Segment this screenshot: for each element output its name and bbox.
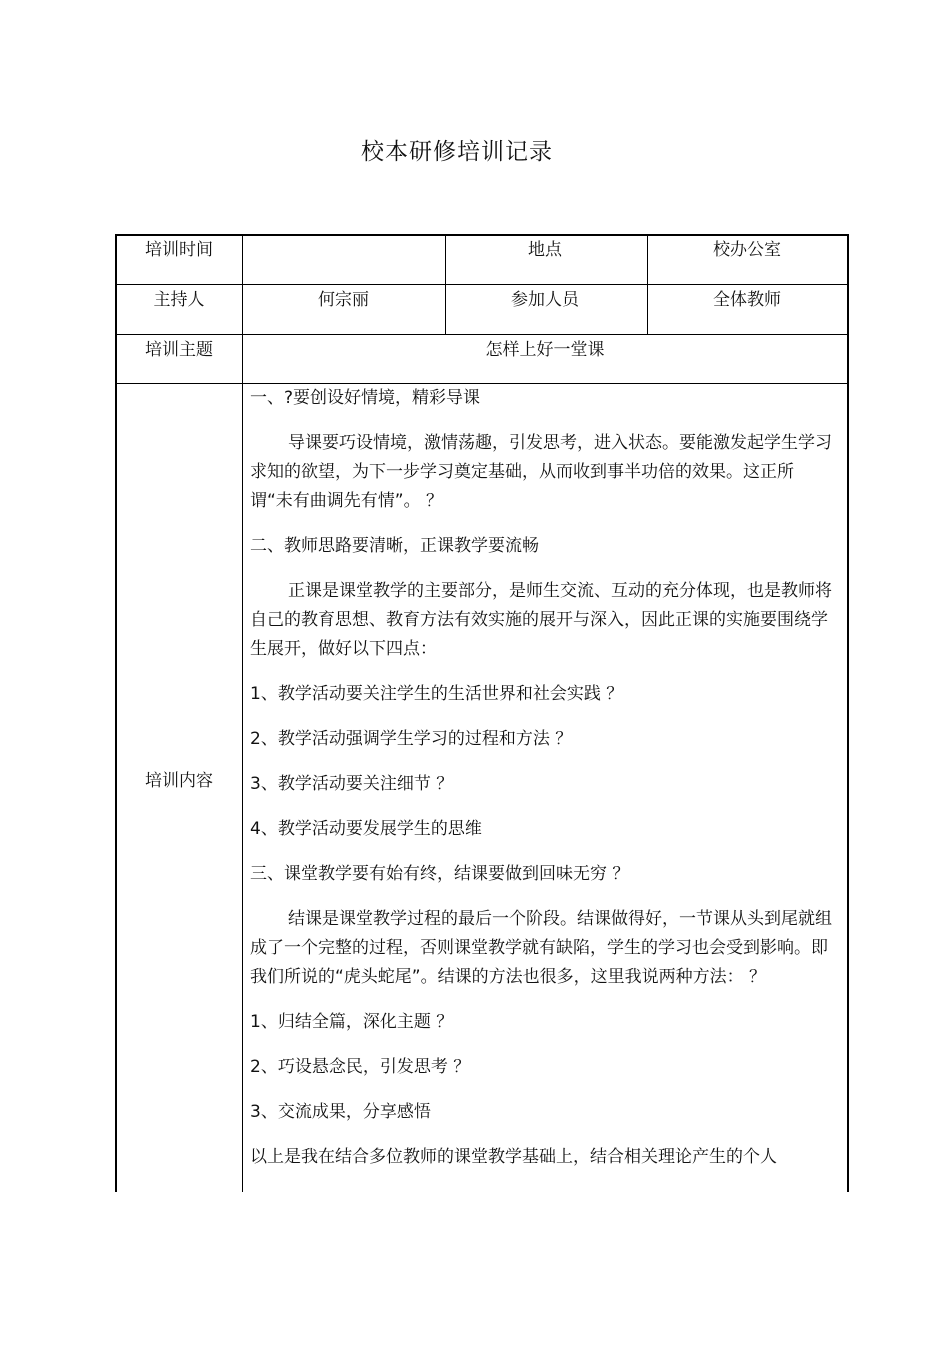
topic-value: 怎样上好一堂课 (485, 340, 605, 360)
host-label: 主持人 (153, 290, 205, 310)
content-label: 培训内容 (145, 771, 213, 791)
row-divider-2 (117, 334, 847, 335)
section-1-heading: 一、?要创设好情境，精彩导课 (250, 388, 481, 408)
section-2-heading: 二、教师思路要清晰，正课教学要流畅 (250, 536, 539, 556)
list-item: 1、教学活动要关注学生的生活世界和社会实践 ？ (250, 684, 624, 704)
list-item: 3、交流成果，分享感悟 (250, 1102, 431, 1122)
training-content (250, 384, 835, 1172)
participants-value: 全体教师 (713, 290, 781, 310)
closing-paragraph: 以上是我在结合多位教师的课堂教学基础上，结合相关理论产生的个人 (250, 1147, 777, 1167)
participants-label: 参加人员 (511, 290, 579, 310)
label-column-divider (242, 236, 243, 1192)
row-divider-1 (117, 284, 847, 285)
list-item: 2、教学活动强调学生学习的过程和方法 ？ (250, 729, 573, 749)
topic-label: 培训主题 (145, 340, 213, 360)
list-item: 3、教学活动要关注细节 ？ (250, 774, 454, 794)
time-label: 培训时间 (145, 240, 213, 260)
section-3-paragraph: 结课是课堂教学过程的最后一个阶段。结课做得好，一节课从头到尾就组成了一个完整的过程，否则课堂教学就有缺陷，学生的学习也会受到影响。即我们所说的“虎头蛇尾”。结课的方法也很多，这里我说两种方法： ？ (250, 909, 832, 987)
list-item: 4、教学活动要发展学生的思维 (250, 819, 482, 839)
host-value: 何宗丽 (318, 290, 369, 310)
location-value: 校办公室 (713, 240, 781, 260)
section-1-paragraph: 导课要巧设情境，激情荡趣，引发思考，进入状态。要能激发起学生学习求知的欲望，为下一步学习奠定基础，从而收到事半功倍的效果。这正所谓“未有曲调先有情”。 ？ (250, 433, 832, 511)
section-3-heading: 三、课堂教学要有始有终，结课要做到回味无穷 ？ (250, 864, 630, 884)
location-label: 地点 (528, 240, 562, 260)
section-2-paragraph: 正课是课堂教学的主要部分，是师生交流、互动的充分体现，也是教师将自己的教育思想、教育方法有效实施的展开与深入，因此正课的实施要围绕学生展开，做好以下四点： (250, 581, 832, 659)
list-item: 1、归结全篇，深化主题 ？ (250, 1012, 454, 1032)
list-item: 2、巧设悬念民，引发思考 ？ (250, 1057, 471, 1077)
document-title: 校本研修培训记录 (361, 139, 553, 165)
